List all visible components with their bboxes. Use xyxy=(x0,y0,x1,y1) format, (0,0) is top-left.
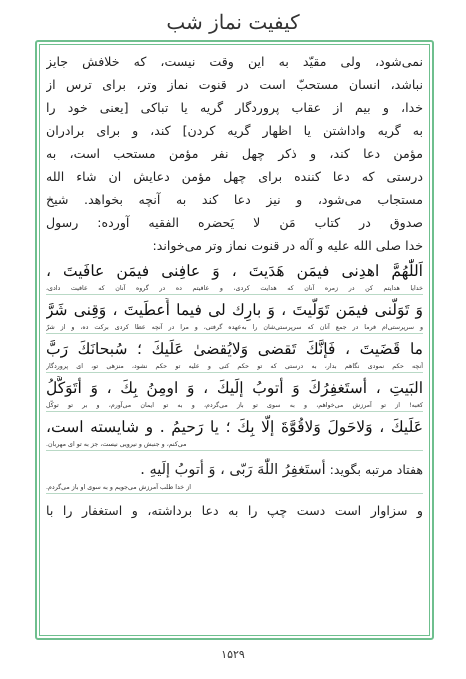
dua-translation-line: کعبه! از تو آمرزش می‌خواهم، و به سوی تو باز می‌گردم، و به تو ایمان می‌آورم، و بر تو توکّل xyxy=(46,400,423,412)
dua-arabic-line: عَلَیكَ ، وَلاحَولَ وَلاقُوَّةَ إلّا بِكَ ؛ یا رَحیمُ . و شایسته است، xyxy=(46,418,423,436)
closing-translation: از خدا طلب آمرزش می‌جویم و به سوی او باز می‌گردم. xyxy=(46,482,423,494)
dua-row xyxy=(46,415,423,454)
prose-paragraph xyxy=(46,50,423,257)
page-header-title: کیفیت نماز شب xyxy=(166,10,300,34)
dua-row xyxy=(46,259,423,298)
closing-row xyxy=(46,458,423,495)
dua-translation-line: می‌کنم، و جنبش و نیرویی نیست، جز به تو ای مهربان. xyxy=(46,439,423,451)
prose-line: مؤمن دعا کند، و ذکر چهل نفر مؤمن مستحب است، به xyxy=(46,146,423,161)
dua-row xyxy=(46,337,423,376)
page-number: ۱۵۲۹ xyxy=(221,648,245,661)
prose-line: صدوق در کتاب مَن لا یَحضره الفقیه آورده: رسول xyxy=(46,215,423,230)
prose-line: نباشد، انسان مستحبّ است در قنوت نماز وتر، برای ترس از xyxy=(46,77,423,92)
prose-line: نمی‌شود، ولی مقیّد به این وقت نیست، که خلافش جایز xyxy=(46,54,423,69)
page-content xyxy=(46,50,423,632)
closing-arabic: أستَغفِرُ اللّٰهَ رَبّی ، وَ أتوبُ إلَیهِ . xyxy=(140,462,326,478)
prose-line: خدا، و بیم از عقاب پروردگار گریه یا تباکی [یعنی خود را xyxy=(46,100,423,115)
dua-translation-line: آنچه حکم نمودی نگاهم بدار، به درستی که تو حکم کنی و علیه تو حکم نشود، منزهی تو، ای پروردگار xyxy=(46,361,423,373)
dua-arabic-line: وَ تَوَلَّنی فیمَن تَوَلَّیتَ ، وَ بارِك لی فیما أَعطَیتَ ، وَقِنی شَرَّ xyxy=(46,301,423,319)
dua-row xyxy=(46,298,423,337)
dua-translation-line: و سرپرستی‌ام فرما در جمع آنان که سرپرستی‌شان را به‌عهده گرفتی، و مرا در آنچه عطا کردی برکت ده، و از شرّ xyxy=(46,322,423,334)
dua-arabic-line: ما قَضَیتَ ، فَإنَّكَ تَقضی وَلایُقضیٰ عَلَیكَ ؛ سُبحانَكَ رَبَّ xyxy=(46,340,423,358)
prose-line: درستی که دعا کننده برای چهل مؤمن دعایش ان شاء الله xyxy=(46,169,423,184)
closing-line-2: و سزاوار است دست چپ را به دعا برداشته، و استغفار را با xyxy=(46,503,423,518)
prose-line: مستجاب می‌شود، و نیز دعا کند به آنچه بخواهد. شیخ xyxy=(46,192,423,207)
dua-arabic-line: البَیتِ ، أستَغفِرُكَ وَ أتوبُ إلَیكَ ، وَ اومِنُ بِكَ ، وَ أتَوَكَّلُ xyxy=(46,379,423,397)
dua-translation-line: خدایا هدایتم کن در زمره آنان که هدایت کردی، و عافیتم ده در گروه آنان که عافیت دادی، xyxy=(46,283,423,295)
closing-section xyxy=(46,458,423,522)
dua-block xyxy=(46,259,423,454)
closing-line xyxy=(46,458,423,482)
prose-line: به گریه واداشتن یا اظهار گریه کردن] کند، و برای برادران xyxy=(46,123,423,138)
dua-arabic-line: اَللّٰهُمَّ اهدِنی فیمَن هَدَیتَ ، وَ عافِنی فیمَن عافَیتَ ، xyxy=(46,262,423,280)
closing-prefix: هفتاد مرتبه بگوید: xyxy=(329,462,423,477)
prose-line: خدا صلی الله علیه و آله در قنوت نماز وتر می‌خواند: xyxy=(152,238,423,253)
dua-row xyxy=(46,376,423,415)
